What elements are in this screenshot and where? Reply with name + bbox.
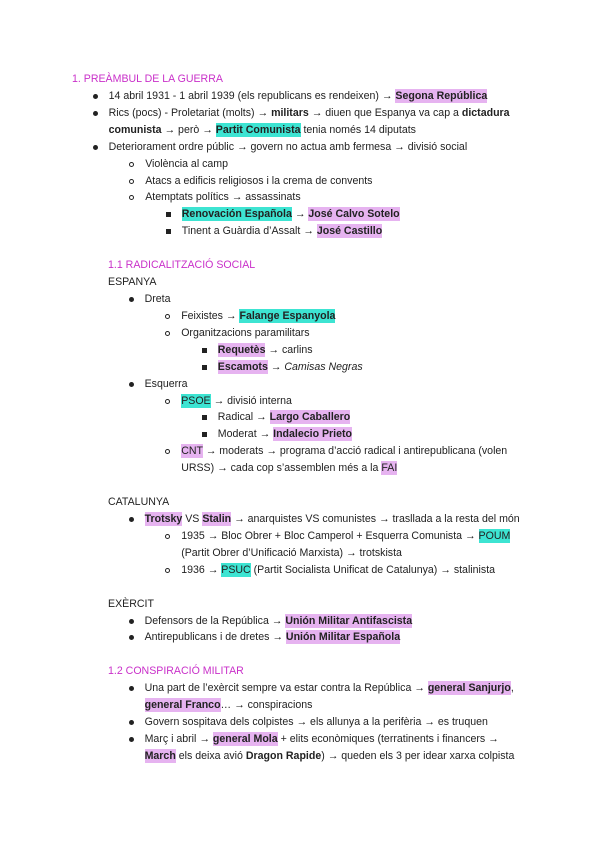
highlighted-text: Largo Caballero: [269, 411, 351, 424]
list-item: [145, 511, 592, 579]
list-item: [145, 376, 592, 478]
list-item-line: [145, 291, 592, 308]
list-item-line: [145, 731, 592, 748]
text-run: Atemptats polítics → assassinats: [145, 191, 301, 204]
highlighted-text: Segona República: [395, 89, 488, 102]
list-item-line: [109, 88, 592, 105]
highlighted-text: POUM: [478, 529, 511, 542]
list-item: [218, 342, 592, 359]
text-run: Radical →: [217, 411, 270, 424]
highlighted-text: PSOE: [181, 394, 211, 407]
list-item-line: [145, 156, 592, 173]
list-item-line: [145, 697, 592, 714]
list-item-line: [181, 393, 592, 410]
highlighted-text: Requetès: [217, 343, 266, 356]
highlighted-text: general Franco: [144, 699, 221, 712]
bullet-list: [145, 393, 592, 478]
text-run: Violència al camp: [145, 157, 229, 170]
list-item-line: [181, 562, 592, 579]
bullet-circle-icon: [165, 568, 170, 573]
bullet-square-icon: [202, 415, 207, 420]
bullet-disc-icon: [93, 94, 98, 99]
list-item-line: [181, 460, 592, 477]
list-item: [145, 189, 592, 240]
list-item: [145, 173, 592, 190]
highlighted-text: general Sanjurjo: [427, 682, 511, 695]
bullet-circle-icon: [165, 331, 170, 336]
bullet-circle-icon: [165, 399, 170, 404]
text-run: Una part de l’exèrcit sempre va estar contra la República →: [144, 682, 428, 695]
list-item-line: [181, 325, 592, 342]
list-item: [182, 206, 592, 223]
list-item: [181, 562, 592, 579]
text-run: Organitzacions paramilitars: [181, 326, 310, 339]
list-item-line: [181, 528, 592, 545]
list-item: [145, 613, 592, 630]
list-item-line: [218, 359, 592, 376]
bullet-square-icon: [202, 432, 207, 437]
group: [108, 596, 592, 647]
text-run: (Partit Socialista Unificat de Catalunya) → stalinista: [250, 563, 496, 576]
text-run: Dreta: [144, 292, 171, 305]
list-item-line: [218, 426, 592, 443]
list-item-line: [181, 545, 592, 562]
text-run: VS: [182, 512, 203, 525]
bold-text: militars: [271, 106, 309, 119]
list-item-line: [181, 308, 592, 325]
list-item-line: [145, 511, 592, 528]
list-item-line: [145, 629, 592, 646]
bullet-list: [145, 528, 592, 579]
list-item: [145, 629, 592, 646]
group: [108, 274, 592, 477]
bold-text: dictadura: [461, 106, 510, 119]
bullet-list: [145, 308, 592, 376]
subsection-heading: 1.2 CONSPIRACIÓ MILITAR: [108, 665, 244, 678]
list-item-line: [145, 173, 592, 190]
group-label: ESPANYA: [108, 276, 157, 289]
list-item: [181, 528, 592, 562]
highlighted-text: Unión Militar Española: [285, 631, 401, 644]
text-run: 1935 → Bloc Obrer + Bloc Camperol + Esquerra Comunista →: [181, 529, 479, 542]
highlighted-text: Falange Espanyola: [239, 309, 336, 322]
list-item: [109, 139, 592, 241]
text-run: (Partit Obrer d’Unificació Marxista) → trotskista: [181, 546, 402, 559]
text-run: URSS) → cada cop s’assemblen més a la: [181, 462, 382, 475]
text-run: Moderat →: [217, 428, 274, 441]
bullet-disc-icon: [129, 737, 134, 742]
italic-text: Camisas Negras: [284, 360, 363, 373]
bullet-list: [181, 342, 592, 376]
text-run: Feixistes →: [181, 309, 240, 322]
list-item: [181, 308, 592, 325]
list-item-line: [145, 376, 592, 393]
group-label: CATALUNYA: [108, 496, 170, 509]
list-item-line: [218, 409, 592, 426]
highlighted-text: FAI: [381, 462, 398, 475]
text-run: →: [267, 360, 285, 373]
text-run: ,: [510, 682, 514, 695]
text-run: → divisió interna: [210, 394, 292, 407]
bullet-circle-icon: [165, 534, 170, 539]
highlighted-text: Trotsky: [144, 512, 183, 525]
text-run: → anarquistes VS comunistes → trasllada a la resta del món: [231, 512, 520, 525]
text-run: → moderats → programa d’acció radical i antirepublicana (volen: [202, 445, 508, 458]
subsection-heading: 1.1 RADICALITZACIÓ SOCIAL: [108, 259, 256, 272]
bullet-list: [108, 511, 592, 579]
list-item: [145, 291, 592, 376]
highlighted-text: Unión Militar Antifascista: [285, 614, 413, 627]
highlighted-text: March: [144, 749, 176, 762]
document-body: [72, 71, 592, 765]
bullet-list: [145, 206, 592, 240]
list-item: [182, 223, 592, 240]
text-run: Rics (pocs) - Proletariat (molts) →: [108, 106, 272, 119]
list-item-line: [145, 748, 592, 765]
list-item: [181, 393, 592, 444]
bullet-disc-icon: [129, 619, 134, 624]
list-item-line: [109, 105, 592, 122]
bullet-disc-icon: [93, 111, 98, 116]
text-run: Atacs a edificis religiosos i la crema de convents: [145, 174, 373, 187]
list-item: [181, 443, 592, 477]
bullet-disc-icon: [129, 635, 134, 640]
bullet-list: [108, 291, 592, 477]
list-item-line: [145, 714, 592, 731]
list-item-line: [109, 139, 592, 156]
highlighted-text: CNT: [181, 445, 203, 458]
bullet-disc-icon: [129, 517, 134, 522]
bullet-list: [108, 680, 592, 765]
subsection: [108, 663, 592, 765]
list-item: [109, 88, 592, 105]
highlighted-text: Partit Comunista: [215, 123, 301, 136]
text-run: 1936 →: [181, 563, 222, 576]
list-item: [181, 325, 592, 376]
bullet-disc-icon: [93, 145, 98, 150]
highlighted-text: PSUC: [221, 563, 251, 576]
list-item-line: [145, 680, 592, 697]
list-item: [218, 426, 592, 443]
highlighted-text: José Castillo: [316, 225, 383, 238]
bullet-disc-icon: [129, 297, 134, 302]
list-item-line: [218, 342, 592, 359]
list-item-line: [181, 443, 592, 460]
text-run: → carlins: [265, 343, 313, 356]
text-run: + elits econòmiques (terratinents i financers →: [277, 732, 499, 745]
text-run: → però →: [161, 123, 216, 136]
bullet-square-icon: [202, 365, 207, 370]
list-item: [109, 105, 592, 139]
bullet-square-icon: [166, 212, 171, 217]
text-run: Govern sospitava dels colpistes → els allunya a la perifèria → es truquen: [144, 716, 488, 729]
highlighted-text: general Mola: [212, 732, 278, 745]
subsection: [108, 257, 592, 646]
group: [108, 494, 592, 579]
list-item: [145, 680, 592, 714]
text-run: Defensors de la República →: [144, 614, 286, 627]
bullet-square-icon: [202, 348, 207, 353]
list-item: [145, 156, 592, 173]
bullet-circle-icon: [165, 449, 170, 454]
text-run: Deteriorament ordre públic → govern no actua amb fermesa → divisió social: [108, 140, 468, 153]
bullet-list: [181, 409, 592, 443]
text-run: 14 abril 1931 - 1 abril 1939 (els republicans es rendeixen) →: [108, 89, 396, 102]
bullet-circle-icon: [129, 162, 134, 167]
text-run: … → conspiracions: [220, 699, 313, 712]
list-item-line: [109, 122, 592, 139]
bold-text: comunista: [108, 123, 162, 136]
bullet-disc-icon: [129, 382, 134, 387]
list-item: [218, 359, 592, 376]
list-item: [145, 731, 592, 765]
bullet-list: [72, 88, 592, 240]
text-run: → diuen que Espanya va cap a: [308, 106, 462, 119]
bold-text: Dragon Rapide: [245, 749, 322, 762]
text-run: Antirepublicans i de dretes →: [144, 631, 286, 644]
highlighted-text: Stalin: [202, 512, 232, 525]
highlighted-text: Renovación Española: [181, 208, 292, 221]
list-item-line: [182, 206, 592, 223]
text-run: ) → queden els 3 per idear xarxa colpista: [321, 749, 515, 762]
bullet-square-icon: [166, 229, 171, 234]
text-run: els deixa avió: [175, 749, 246, 762]
list-item-line: [182, 223, 592, 240]
text-run: →: [291, 208, 309, 221]
bullet-list: [109, 156, 592, 241]
group-label: EXÈRCIT: [108, 597, 154, 610]
bullet-circle-icon: [129, 195, 134, 200]
list-item: [218, 409, 592, 426]
bullet-list: [108, 613, 592, 647]
highlighted-text: Escamots: [217, 360, 268, 373]
highlighted-text: José Calvo Sotelo: [308, 208, 400, 221]
text-run: tenia només 14 diputats: [300, 123, 416, 136]
list-item: [145, 714, 592, 731]
list-item-line: [145, 613, 592, 630]
highlighted-text: Indalecio Prieto: [273, 428, 353, 441]
bullet-circle-icon: [129, 179, 134, 184]
bullet-disc-icon: [129, 686, 134, 691]
text-run: Tinent a Guàrdia d’Assalt →: [181, 225, 317, 238]
text-run: Març i abril →: [144, 732, 213, 745]
list-item-line: [145, 189, 592, 206]
bullet-circle-icon: [165, 314, 170, 319]
bullet-disc-icon: [129, 720, 134, 725]
section: [72, 71, 592, 765]
section-heading: 1. PREÀMBUL DE LA GUERRA: [72, 73, 223, 85]
text-run: Esquerra: [144, 377, 188, 390]
